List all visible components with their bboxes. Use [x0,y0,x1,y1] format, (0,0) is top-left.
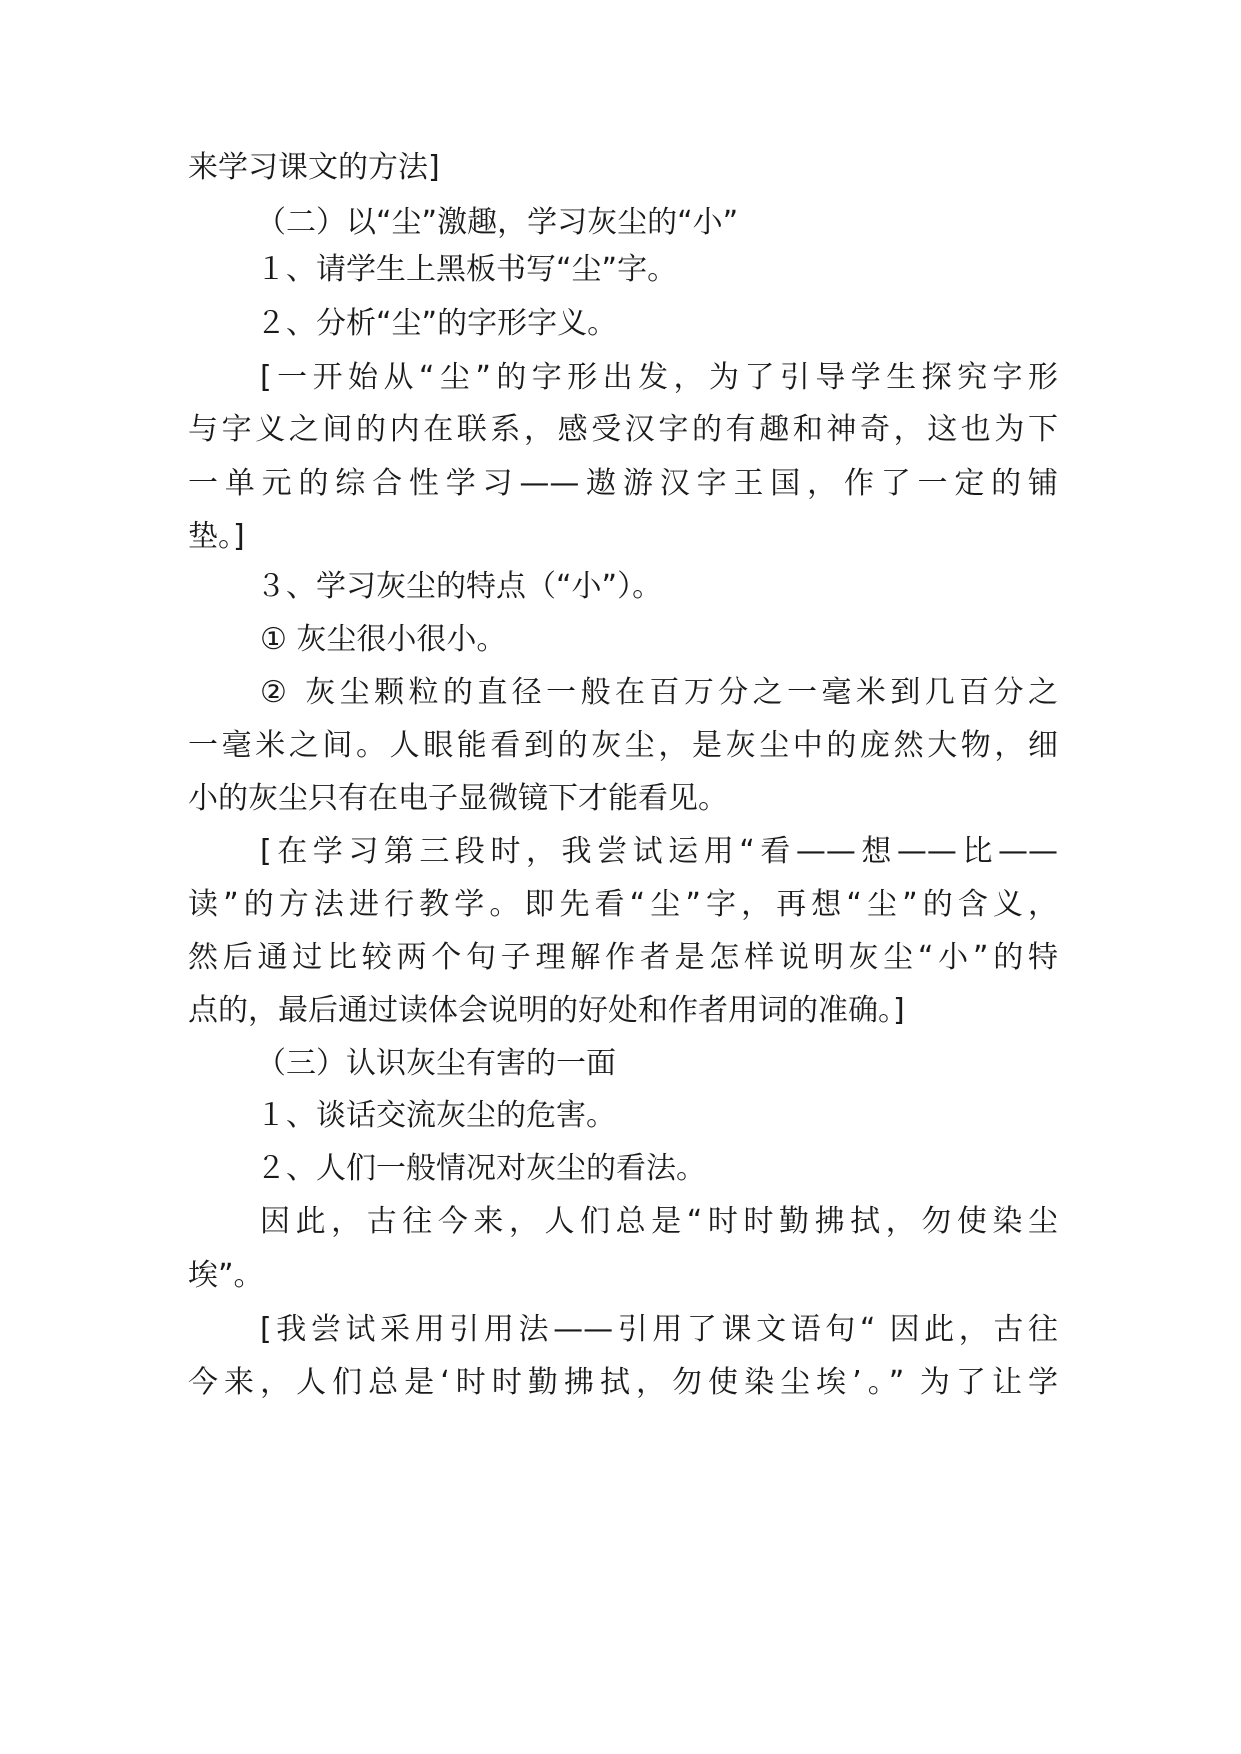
text-line: [在学习第三段时，我尝试运用“看——想——比—— [260,834,1058,869]
text-line: 埃”。 [188,1258,264,1293]
text-line: 因此，古往今来，人们总是“时时勤拂拭，勿使染尘 [260,1204,1058,1239]
text-line: [我尝试采用引用法——引用了课文语句“ 因此，古往 [260,1312,1058,1347]
list-item: １、请学生上黑板书写“尘”字。 [256,252,678,287]
text-line: 与字义之间的内在联系，感受汉字的有趣和神奇，这也为下 [188,412,1058,447]
section-heading: （二）以“尘”激趣，学习灰尘的“小” [256,205,739,240]
text-line: [一开始从“尘”的字形出发，为了引导学生探究字形 [260,360,1058,395]
list-item: ② 灰尘颗粒的直径一般在百万分之一毫米到几百分之 [260,675,1058,710]
list-item: ２、人们一般情况对灰尘的看法。 [256,1151,706,1186]
list-item: １、谈话交流灰尘的危害。 [256,1098,616,1133]
text-line: 今来，人们总是‘时时勤拂拭，勿使染尘埃’。” 为了让学 [188,1365,1058,1400]
section-heading: （三）认识灰尘有害的一面 [256,1046,616,1081]
text-line: 点的，最后通过读体会说明的好处和作者用词的准确。] [188,993,905,1028]
list-item: ① 灰尘很小很小。 [260,622,507,657]
text-line: 一毫米之间。人眼能看到的灰尘，是灰尘中的庞然大物，细 [188,728,1058,763]
text-line: 读”的方法进行教学。即先看“尘”字，再想“尘”的含义， [188,887,1058,922]
text-line: 垫。] [188,519,245,554]
list-item: ２、分析“尘”的字形字义。 [256,306,618,341]
text-line: 来学习课文的方法] [188,150,440,185]
text-line: 然后通过比较两个句子理解作者是怎样说明灰尘“小”的特 [188,940,1058,975]
list-item: ３、学习灰尘的特点（“小”）。 [256,569,663,604]
text-line: 小的灰尘只有在电子显微镜下才能看见。 [188,781,728,816]
text-line: 一单元的综合性学习——遨游汉字王国，作了一定的铺 [188,466,1058,501]
